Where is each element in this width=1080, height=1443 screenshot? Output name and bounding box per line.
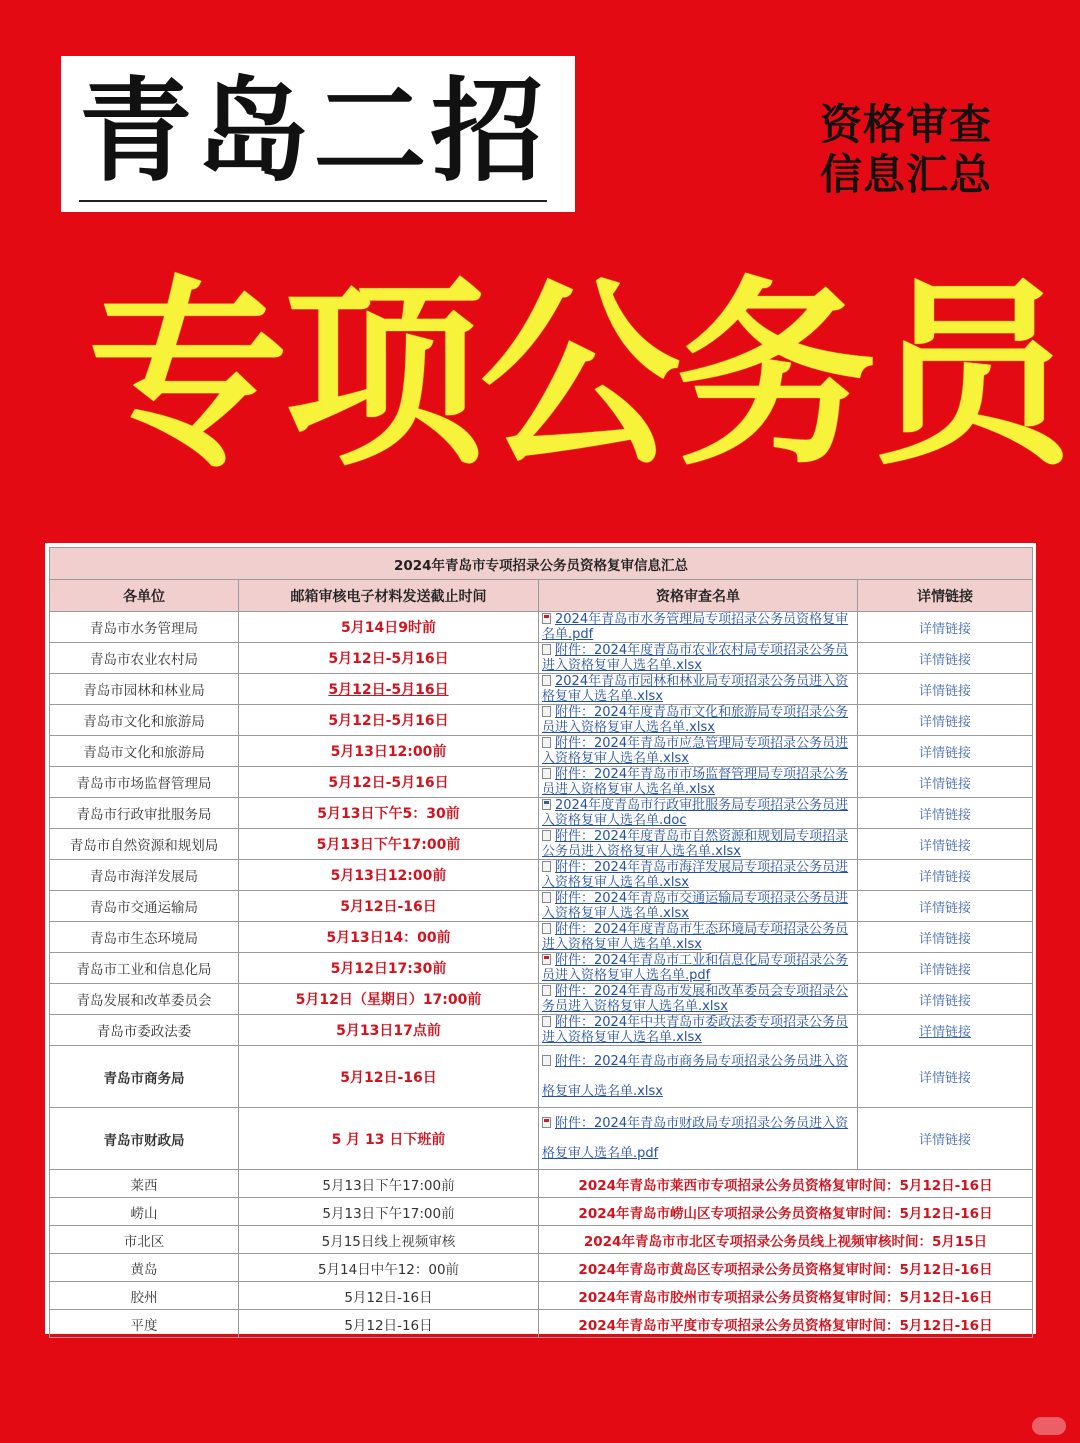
header-unit: 各单位: [50, 580, 239, 612]
district-row: [50, 1254, 1033, 1282]
review-time-note: 2024年青岛市市北区专项招录公务员线上视频审核时间：5月15日: [539, 1226, 1033, 1254]
file-link[interactable]: 附件：2024年青岛市商务局专项招录公务员进入资格复审人选名单.xlsx: [542, 1053, 849, 1099]
file-cell: [539, 705, 858, 736]
review-time-note: 2024年青岛市黄岛区专项招录公务员资格复审时间：5月12日-16日: [539, 1254, 1033, 1282]
file-cell: [539, 891, 858, 922]
detail-link[interactable]: 详情链接: [858, 984, 1033, 1015]
detail-link[interactable]: 详情链接: [858, 1108, 1033, 1170]
district-cell: 莱西: [50, 1170, 239, 1198]
deadline-cell: 5月13日下午17:00前: [239, 1198, 539, 1226]
file-link[interactable]: 附件：2024年中共青岛市委政法委专项招录公务员进入资格复审人选名单.xlsx: [542, 1015, 849, 1045]
table-row: [50, 1108, 1033, 1170]
file-cell: [539, 798, 858, 829]
file-link[interactable]: 附件：2024年度青岛市自然资源和规划局专项招录公务员进入资格复审人选名单.xlsx: [542, 829, 849, 859]
file-cell: [539, 953, 858, 984]
deadline-cell: 5月14日中午12：00前: [239, 1254, 539, 1282]
file-cell: [539, 643, 858, 674]
unit-cell: 青岛发展和改革委员会: [50, 984, 239, 1015]
file-cell: [539, 612, 858, 643]
unit-cell: 青岛市园林和林业局: [50, 674, 239, 705]
table-row: [50, 736, 1033, 767]
unit-cell: 青岛市海洋发展局: [50, 860, 239, 891]
unit-cell: 青岛市自然资源和规划局: [50, 829, 239, 860]
table-header-row: [50, 580, 1033, 612]
spreadsheet-file-icon: [542, 1055, 551, 1066]
table-row: [50, 643, 1033, 674]
file-link[interactable]: 附件：2024年度青岛市农业农村局专项招录公务员进入资格复审人选名单.xlsx: [542, 643, 849, 673]
file-cell: [539, 736, 858, 767]
detail-link[interactable]: 详情链接: [858, 953, 1033, 984]
pdf-file-icon: [542, 1117, 551, 1128]
header-deadline: 邮箱审核电子材料发送截止时间: [239, 580, 539, 612]
district-cell: 黄岛: [50, 1254, 239, 1282]
review-time-note: 2024年青岛市崂山区专项招录公务员资格复审时间：5月12日-16日: [539, 1198, 1033, 1226]
file-link[interactable]: 附件：2024年度青岛市文化和旅游局专项招录公务员进入资格复审人选名单.xlsx: [542, 705, 849, 735]
deadline-cell: 5月13日17点前: [239, 1015, 539, 1046]
file-cell: [539, 984, 858, 1015]
district-cell: 崂山: [50, 1198, 239, 1226]
table-caption-row: [50, 548, 1033, 580]
watermark-badge: [1032, 1417, 1066, 1435]
file-link[interactable]: 2024年度青岛市行政审批服务局专项招录公务员进入资格复审人选名单.doc: [542, 798, 849, 828]
unit-cell: 青岛市文化和旅游局: [50, 705, 239, 736]
unit-cell: 青岛市商务局: [50, 1046, 239, 1108]
headline: 专项公务员: [88, 260, 1069, 493]
deadline-cell: 5月13日下午17:00前: [239, 1170, 539, 1198]
review-time-note: 2024年青岛市胶州市专项招录公务员资格复审时间：5月12日-16日: [539, 1282, 1033, 1310]
deadline-cell: 5月12日-5月16日: [239, 705, 539, 736]
file-cell: [539, 767, 858, 798]
doc-file-icon: [542, 799, 551, 810]
unit-cell: 青岛市委政法委: [50, 1015, 239, 1046]
spreadsheet-file-icon: [542, 644, 551, 655]
deadline-cell: 5月12日（星期日）17:00前: [239, 984, 539, 1015]
review-time-note: 2024年青岛市平度市专项招录公务员资格复审时间：5月12日-16日: [539, 1310, 1033, 1338]
unit-cell: 青岛市文化和旅游局: [50, 736, 239, 767]
file-cell: [539, 1015, 858, 1046]
district-row: [50, 1310, 1033, 1338]
info-sheet: [45, 543, 1036, 1334]
table-row: [50, 1046, 1033, 1108]
file-link[interactable]: 附件：2024年青岛市市场监督管理局专项招录公务员进入资格复审人选名单.xlsx: [542, 767, 849, 797]
spreadsheet-file-icon: [542, 706, 551, 717]
poster-title: 青岛二招: [79, 67, 548, 197]
detail-link[interactable]: 详情链接: [858, 674, 1033, 705]
unit-cell: 青岛市市场监督管理局: [50, 767, 239, 798]
deadline-cell: 5月12日-16日: [239, 891, 539, 922]
file-link[interactable]: 附件：2024年青岛市工业和信息化局专项招录公务员进入资格复审人选名单.pdf: [542, 953, 849, 983]
detail-link[interactable]: 详情链接: [858, 1015, 1033, 1046]
table-row: [50, 891, 1033, 922]
detail-link[interactable]: 详情链接: [858, 705, 1033, 736]
spreadsheet-file-icon: [542, 861, 551, 872]
deadline-cell: 5月12日17:30前: [239, 953, 539, 984]
detail-link[interactable]: 详情链接: [858, 643, 1033, 674]
file-cell: [539, 674, 858, 705]
header-list: 资格审查名单: [539, 580, 858, 612]
deadline-cell: 5月13日12:00前: [239, 860, 539, 891]
file-link[interactable]: 附件：2024年青岛市应急管理局专项招录公务员进入资格复审人选名单.xlsx: [542, 736, 849, 766]
table-caption: 2024年青岛市专项招录公务员资格复审信息汇总: [50, 548, 1033, 580]
table-row: [50, 767, 1033, 798]
file-link[interactable]: 附件：2024年青岛市海洋发展局专项招录公务员进入资格复审人选名单.xlsx: [542, 860, 849, 890]
unit-cell: 青岛市生态环境局: [50, 922, 239, 953]
deadline-cell: 5月12日-5月16日: [239, 767, 539, 798]
review-time-note: 2024年青岛市莱西市专项招录公务员资格复审时间：5月12日-16日: [539, 1170, 1033, 1198]
detail-link[interactable]: 详情链接: [858, 767, 1033, 798]
file-cell: [539, 860, 858, 891]
deadline-cell: 5月15日线上视频审核: [239, 1226, 539, 1254]
deadline-cell: 5月13日下午5：30前: [239, 798, 539, 829]
pdf-file-icon: [542, 954, 551, 965]
district-cell: 胶州: [50, 1282, 239, 1310]
file-link[interactable]: 附件：2024年度青岛市生态环境局专项招录公务员进入资格复审人选名单.xlsx: [542, 922, 849, 952]
header-detail: 详情链接: [858, 580, 1033, 612]
title-box: [61, 56, 575, 212]
spreadsheet-file-icon: [542, 830, 551, 841]
unit-cell: 青岛市水务管理局: [50, 612, 239, 643]
deadline-cell: 5月14日9时前: [239, 612, 539, 643]
district-cell: 平度: [50, 1310, 239, 1338]
spreadsheet-file-icon: [542, 675, 551, 686]
detail-link[interactable]: 详情链接: [858, 1046, 1033, 1108]
deadline-cell: 5 月 13 日下班前: [239, 1108, 539, 1170]
district-row: [50, 1226, 1033, 1254]
detail-link[interactable]: 详情链接: [858, 736, 1033, 767]
deadline-cell: 5月13日14：00前: [239, 922, 539, 953]
deadline-cell: 5月12日-16日: [239, 1282, 539, 1310]
detail-link[interactable]: 详情链接: [858, 829, 1033, 860]
table-row: [50, 1015, 1033, 1046]
pdf-file-icon: [542, 613, 551, 624]
file-cell: [539, 829, 858, 860]
file-link[interactable]: 附件：2024年青岛市财政局专项招录公务员进入资格复审人选名单.pdf: [542, 1115, 849, 1161]
deadline-cell: 5月12日-5月16日: [239, 674, 539, 705]
detail-link[interactable]: 详情链接: [858, 891, 1033, 922]
table-row: [50, 705, 1033, 736]
detail-link[interactable]: 详情链接: [858, 798, 1033, 829]
unit-cell: 青岛市农业农村局: [50, 643, 239, 674]
spreadsheet-file-icon: [542, 985, 551, 996]
table-row: [50, 860, 1033, 891]
unit-cell: 青岛市工业和信息化局: [50, 953, 239, 984]
spreadsheet-file-icon: [542, 923, 551, 934]
file-link[interactable]: 附件：2024年青岛市交通运输局专项招录公务员进入资格复审人选名单.xlsx: [542, 891, 849, 921]
spreadsheet-file-icon: [542, 768, 551, 779]
table-row: [50, 829, 1033, 860]
table-row: [50, 953, 1033, 984]
district-row: [50, 1198, 1033, 1226]
table-row: [50, 612, 1033, 643]
file-cell: [539, 1046, 858, 1108]
file-cell: [539, 922, 858, 953]
district-row: [50, 1282, 1033, 1310]
deadline-cell: 5月13日下午17:00前: [239, 829, 539, 860]
table-row: [50, 984, 1033, 1015]
file-link[interactable]: 2024年青岛市水务管理局专项招录公务员资格复审名单.pdf: [542, 612, 849, 642]
district-cell: 市北区: [50, 1226, 239, 1254]
unit-cell: 青岛市行政审批服务局: [50, 798, 239, 829]
subtitle-line-2: 信息汇总: [820, 150, 993, 199]
district-row: [50, 1170, 1033, 1198]
spreadsheet-file-icon: [542, 1016, 551, 1027]
detail-link[interactable]: 详情链接: [858, 860, 1033, 891]
title-underline: [79, 200, 547, 202]
table-row: [50, 922, 1033, 953]
table-row: [50, 798, 1033, 829]
deadline-cell: 5月12日-16日: [239, 1046, 539, 1108]
file-link[interactable]: 2024年青岛市园林和林业局专项招录公务员进入资格复审人选名单.xlsx: [542, 674, 849, 704]
detail-link[interactable]: 详情链接: [858, 922, 1033, 953]
table-row: [50, 674, 1033, 705]
deadline-cell: 5月12日-5月16日: [239, 643, 539, 674]
spreadsheet-file-icon: [542, 892, 551, 903]
deadline-cell: 5月13日12:00前: [239, 736, 539, 767]
spreadsheet-file-icon: [542, 737, 551, 748]
review-table: [49, 547, 1033, 1338]
unit-cell: 青岛市交通运输局: [50, 891, 239, 922]
subtitle-line-1: 资格审查: [820, 100, 993, 149]
detail-link[interactable]: 详情链接: [858, 612, 1033, 643]
file-link[interactable]: 附件：2024年青岛市发展和改革委员会专项招录公务员进入资格复审人选名单.xlsx: [542, 984, 849, 1014]
poster-subtitle: [820, 100, 1020, 200]
unit-cell: 青岛市财政局: [50, 1108, 239, 1170]
deadline-cell: 5月12日-16日: [239, 1310, 539, 1338]
file-cell: [539, 1108, 858, 1170]
